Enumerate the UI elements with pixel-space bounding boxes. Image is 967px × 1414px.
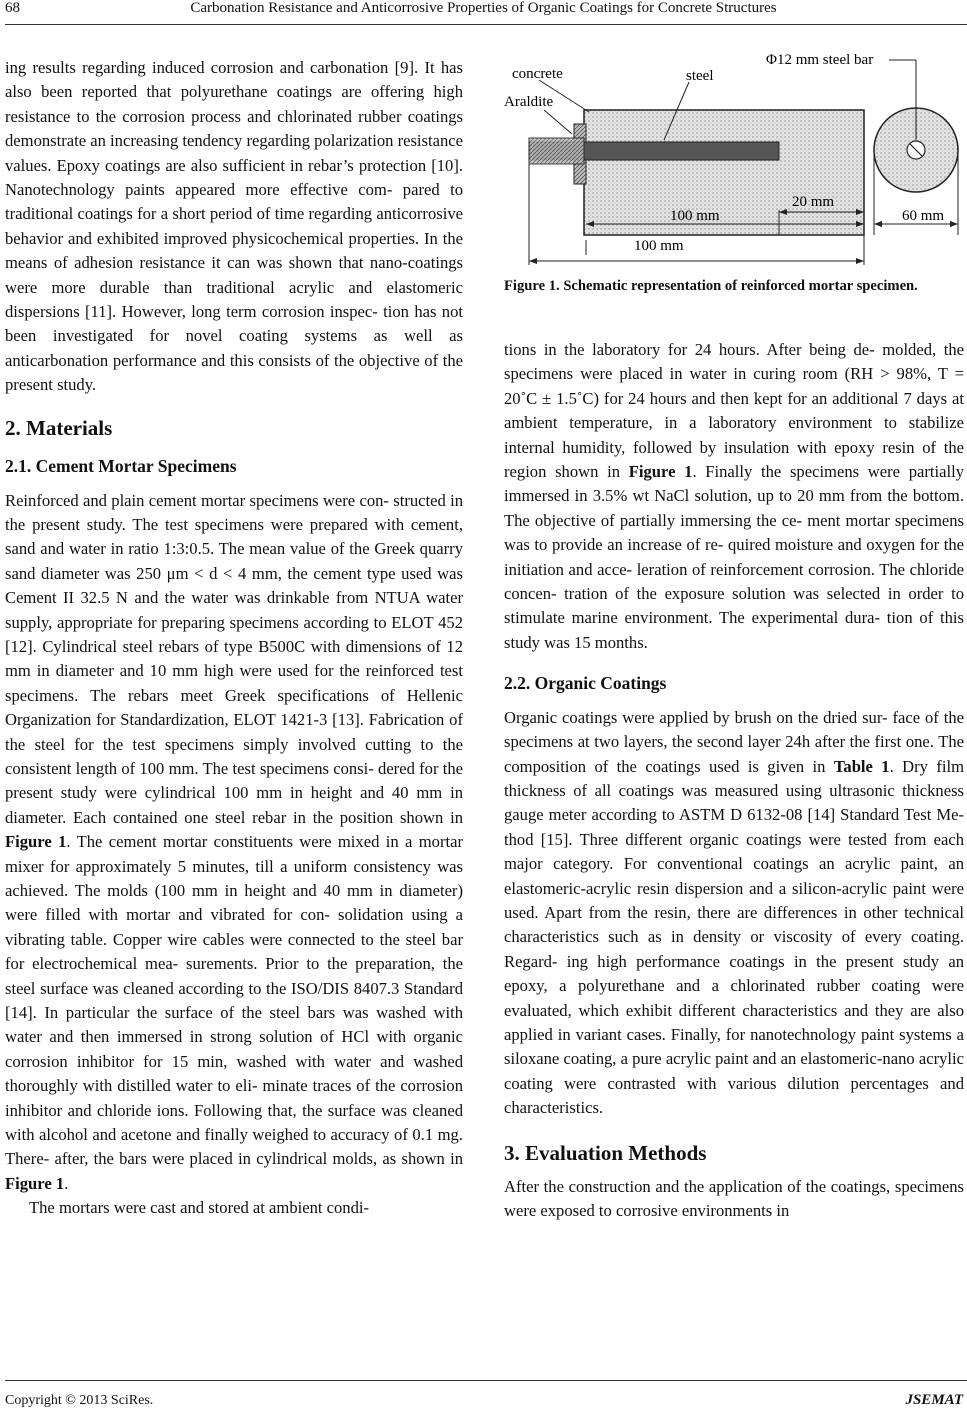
header-rule [5, 24, 967, 25]
section-heading-materials: 2. Materials [5, 415, 113, 440]
paragraph-text: . Finally the specimens were partially immersed in 3.5% wt NaCl solution, up to 20 mm from the bottom. The objective of partially immersing the ce- ment mortar specimens was to provide an increase of re- quired moisture and oxygen for the initiation and acce- leration of reinforcement corrosion. The chloride concen- tration of the exposure solution was selected in order to stimulate marine environment. The experimental dura- tion of this study was 15 months. [504, 462, 964, 652]
paragraph-text: After the construction and the application of the coatings, specimens were exposed to corrosive environments in [504, 1177, 964, 1221]
paragraph [5, 489, 463, 1197]
label-steel-bar: Φ12 mm steel bar [766, 52, 874, 68]
left-column [5, 56, 463, 1221]
dim-20mm: 20 mm [792, 194, 835, 210]
specimen-diagram [504, 40, 964, 275]
running-title: Carbonation Resistance and Anticorrosive Properties of Organic Coatings for Concrete Structures [190, 0, 777, 16]
footer-rule [5, 1380, 967, 1381]
label-steel: steel [686, 68, 714, 84]
paragraph [5, 1196, 463, 1220]
paragraph [504, 1175, 964, 1224]
subsection-heading-coatings: 2.2. Organic Coatings [504, 673, 667, 694]
label-araldite: Araldite [504, 94, 554, 110]
page-header [0, 0, 967, 28]
paragraph [5, 56, 463, 398]
paragraph-text: . Dry film thickness of all coatings was measured using ultrasonic thickness gauge meter according to ASTM D 6132-08 [14] Standard Test Me- thod [15]. Three different organic coatings were tested from each major category. For conventional coatings an acrylic paint, an elastomeric-acrylic resin dispersion and a silicon-acrylic paint were used. Apart from the resin, there are differences in other technical characteristics such as in density or viscosity of every coating. Regard- ing high performance coatings in the present study an epoxy, a polyurethane and a chlorinated rubber coating were evaluated, which exhibit different characteristics and they are also applied in variant cases. Finally, for nanotechnology paint systems a siloxane coating, a pure acrylic paint and an elastomeric-nano acrylic coating were contrasted with various dilution percentages and characteristics. [504, 756, 965, 1118]
label-concrete: concrete [512, 66, 563, 82]
page-number: 68 [5, 0, 20, 16]
paragraph-text: The mortars were cast and stored at ambient condi- [29, 1198, 370, 1218]
right-column [504, 338, 964, 1224]
paragraph-text: . The cement mortar constituents were mixed in a mortar mixer for approximately 5 minutes, till a uniform consistency was achieved. The molds (100 mm in height and 40 mm in diameter) were filled with mortar and vibrated for con- solidation using a vibrating table. Copper wire cables were connected to the steel bar for electrochemical mea- surements. Prior to the preparation, the steel surface was cleaned according to the ISO/DIS 8407.3 Standard [14]. In particular the surface of the steel bars was washed with water and then immersed in strong solution of HCl with organic corrosion inhibitor for 15 min, washed with water and washed thoroughly with distilled water to eli- minate traces of the corrosion inhibitor and chloride ions. Following that, the surface was cleaned with alcohol and acetone and finally weighed to accuracy of 0.1 mg. There- after, the bars were placed in cylindrical molds, as shown in [5, 832, 463, 1169]
paragraph [504, 706, 964, 1121]
wire-cover [529, 138, 584, 164]
table-reference: Table 1 [833, 756, 890, 776]
paragraph-text: . [64, 1173, 69, 1193]
dim-60mm: 60 mm [902, 208, 945, 224]
journal-name: JSEMAT [905, 1392, 963, 1408]
paragraph-text: tions in the laboratory for 24 hours. After being de- molded, the specimens were placed in water in curing room (RH > 98%, T = 20˚C ± 1.5˚C) for 24 hours and then kept for an additional 7 days at ambient temperature, in a laboratory environment to stabilize internal humidity, followed by insulation with epoxy resin of the region shown in [504, 340, 964, 482]
page-footer [5, 1380, 967, 1410]
paragraph-text: Organic coatings were applied by brush on the dried sur- face of the specimens at two layers, the second layer 24h after the first one. The composition of the coatings used is given in [504, 707, 964, 776]
section-heading-evaluation: 3. Evaluation Methods [504, 1140, 707, 1165]
paragraph-text: Reinforced and plain cement mortar specimens were con- structed in the present study. The test specimens were prepared with cement, sand and water in ratio 1:3:0.5. The mean value of the Greek quarry sand diameter was 250 μm < d < 4 mm, the cement type used was Cement II 32.5 N and the water was drinkable from NTUA water supply, appropriate for preparing specimens according to ELOT 452 [12]. Cylindrical steel rebars of type B500C with dimensions of 12 mm in diameter and 10 mm high were used for the reinforced test specimens. The rebars meet Greek specifications of Hellenic Organization for Standardization, ELOT 1421-3 [13]. Fabrication of the steel for the test specimens simply involved cutting to the consistent length of 100 mm. The test specimens consi- dered for the present study were cylindrical 100 mm in height and 40 mm in diameter. Each contained one steel rebar in the position shown in [5, 490, 463, 827]
figure-caption: Figure 1. Schematic representation of reinforced mortar specimen. [504, 278, 918, 294]
paragraph-text: ing results regarding induced corrosion and carbonation [9]. It has also been reported that polyurethane coatings are offering high resistance to the corrosion process and chlorinated rubber coatings demonstrate an increasing tendency regarding polarization resistance values. Epoxy coatings are also sufficient in rebar’s protection [10]. Nanotechnology paints appeared more effective com- pared to traditional coatings for a short period of time regarding anticorrosive behavior and exhibited improved physicochemical properties. In the means of adhesion resistance it can was shown that nano-coatings were more durable than traditional acrylic and elastomeric dispersions [11]. However, long term corrosion inspec- tion has not been investigated for novel coating systems as well as anticarbonation performance and this consists of the objective of the present study. [5, 58, 463, 395]
paragraph [504, 338, 964, 655]
subsection-heading-cement: 2.1. Cement Mortar Specimens [5, 456, 237, 477]
figure-reference: Figure 1 [5, 832, 67, 852]
figure-reference: Figure 1 [628, 462, 693, 482]
copyright: Copyright © 2013 SciRes. [5, 1393, 154, 1408]
dim-100mm-specimen: 100 mm [634, 238, 684, 254]
figure-reference: Figure 1 [5, 1173, 65, 1193]
dim-100mm-rebar: 100 mm [670, 208, 720, 224]
concrete-body [584, 110, 864, 235]
figure-1 [504, 40, 964, 275]
